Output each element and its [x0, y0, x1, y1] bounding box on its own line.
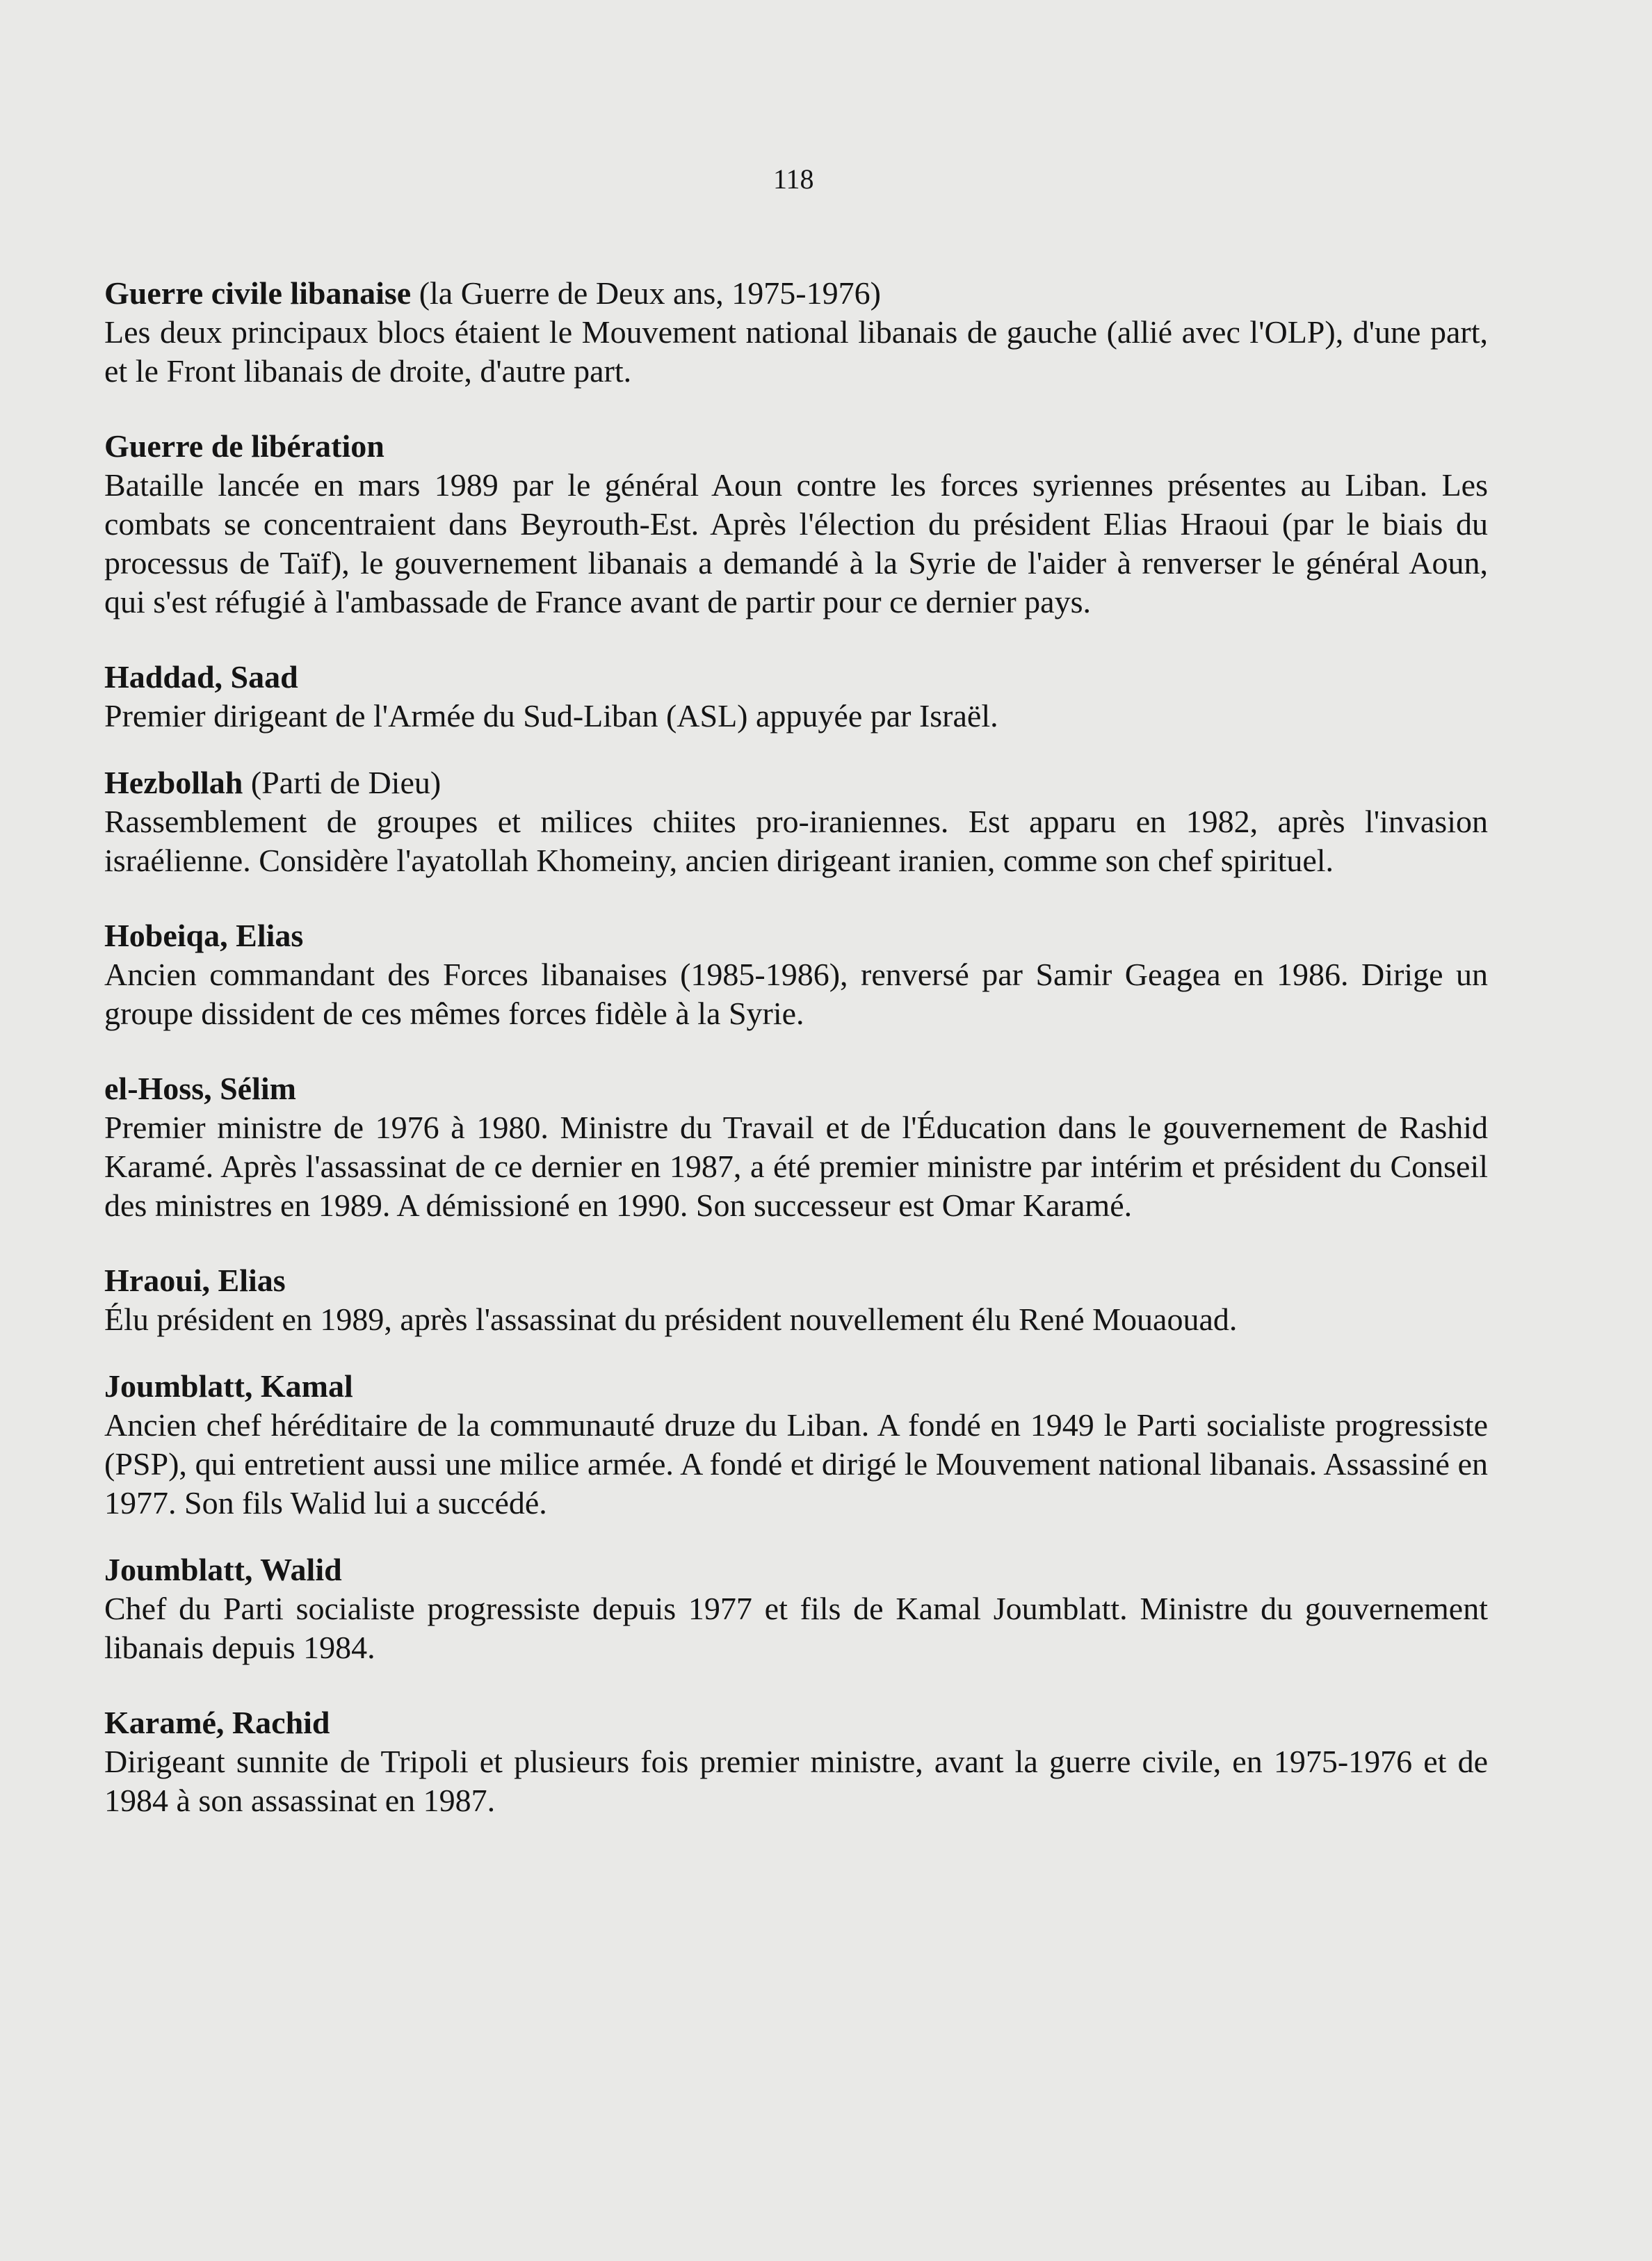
glossary-entry: [104, 1069, 1488, 1225]
entry-term: Karamé, Rachid: [104, 1705, 330, 1740]
entry-definition: Élu président en 1989, après l'assassinat du président nouvellement élu René Mouaouad.: [104, 1302, 1238, 1337]
entry-definition: Rassemblement de groupes et milices chiites pro-iraniennes. Est apparu en 1982, après l'invasion israélienne. Considère l'ayatollah Khomeiny, ancien dirigeant iranien, comme son chef spirituel.: [104, 804, 1488, 878]
glossary-entry: [104, 916, 1488, 1033]
entry-definition: Bataille lancée en mars 1989 par le général Aoun contre les forces syriennes présentes au Liban. Les combats se concentraient dans Beyrouth-Est. Après l'élection du président Elias Hraoui (par le biais du processus de Taïf), le gouvernement libanais a demandé à la Syrie de l'aider à renverser le général Aoun, qui s'est réfugié à l'ambassade de France avant de partir pour ce dernier pays.: [104, 467, 1488, 619]
entry-heading: [104, 763, 1488, 802]
entry-gloss: (Parti de Dieu): [243, 765, 442, 800]
entry-gloss: (la Guerre de Deux ans, 1975-1976): [411, 275, 881, 311]
entry-term: Hezbollah: [104, 765, 243, 800]
entry-definition: Chef du Parti socialiste progressiste depuis 1977 et fils de Kamal Joumblatt. Ministre du gouvernement libanais depuis 1984.: [104, 1591, 1488, 1665]
entry-definition: Ancien chef héréditaire de la communauté druze du Liban. A fondé en 1949 le Parti socialiste progressiste (PSP), qui entretient aussi une milice armée. A fondé et dirigé le Mouvement national libanais. Assassiné en 1977. Son fils Walid lui a succédé.: [104, 1407, 1488, 1521]
entry-heading: [104, 1550, 1488, 1589]
entry-heading: [104, 658, 1488, 697]
glossary-entry: [104, 1550, 1488, 1667]
entry-heading: [104, 1703, 1488, 1742]
glossary-list: [104, 274, 1488, 1856]
entry-definition: Dirigeant sunnite de Tripoli et plusieurs fois premier ministre, avant la guerre civile, en 1975-1976 et de 1984 à son assassinat en 1987.: [104, 1744, 1488, 1818]
glossary-entry: [104, 274, 1488, 391]
page-number: 118: [773, 163, 814, 195]
entry-term: Hobeiqa, Elias: [104, 918, 304, 953]
entry-term: Hraoui, Elias: [104, 1263, 286, 1298]
entry-heading: [104, 1261, 1488, 1300]
entry-term: Joumblatt, Walid: [104, 1552, 342, 1587]
glossary-entry: [104, 427, 1488, 622]
entry-term: Joumblatt, Kamal: [104, 1368, 353, 1404]
entry-heading: [104, 1367, 1488, 1406]
glossary-entry: [104, 763, 1488, 880]
entry-heading: [104, 916, 1488, 955]
glossary-entry: [104, 1703, 1488, 1820]
entry-heading: [104, 274, 1488, 313]
entry-heading: [104, 1069, 1488, 1108]
entry-term: Guerre de libération: [104, 428, 384, 464]
entry-definition: Les deux principaux blocs étaient le Mouvement national libanais de gauche (allié avec l'OLP), d'une part, et le Front libanais de droite, d'autre part.: [104, 314, 1488, 389]
entry-term: Guerre civile libanaise: [104, 275, 412, 311]
glossary-entry: [104, 1261, 1488, 1339]
entry-term: el-Hoss, Sélim: [104, 1071, 296, 1106]
entry-definition: Premier ministre de 1976 à 1980. Ministre du Travail et de l'Éducation dans le gouvernement de Rashid Karamé. Après l'assassinat de ce dernier en 1987, a été premier ministre par intérim et président du Conseil des ministres en 1989. A démissioné en 1990. Son successeur est Omar Karamé.: [104, 1110, 1488, 1223]
glossary-entry: [104, 1367, 1488, 1523]
entry-term: Haddad, Saad: [104, 659, 298, 695]
glossary-entry: [104, 658, 1488, 736]
entry-definition: Premier dirigeant de l'Armée du Sud-Liban (ASL) appuyée par Israël.: [104, 698, 998, 734]
entry-heading: [104, 427, 1488, 466]
entry-definition: Ancien commandant des Forces libanaises (1985-1986), renversé par Samir Geagea en 1986. Dirige un groupe dissident de ces mêmes forces fidèle à la Syrie.: [104, 957, 1488, 1031]
